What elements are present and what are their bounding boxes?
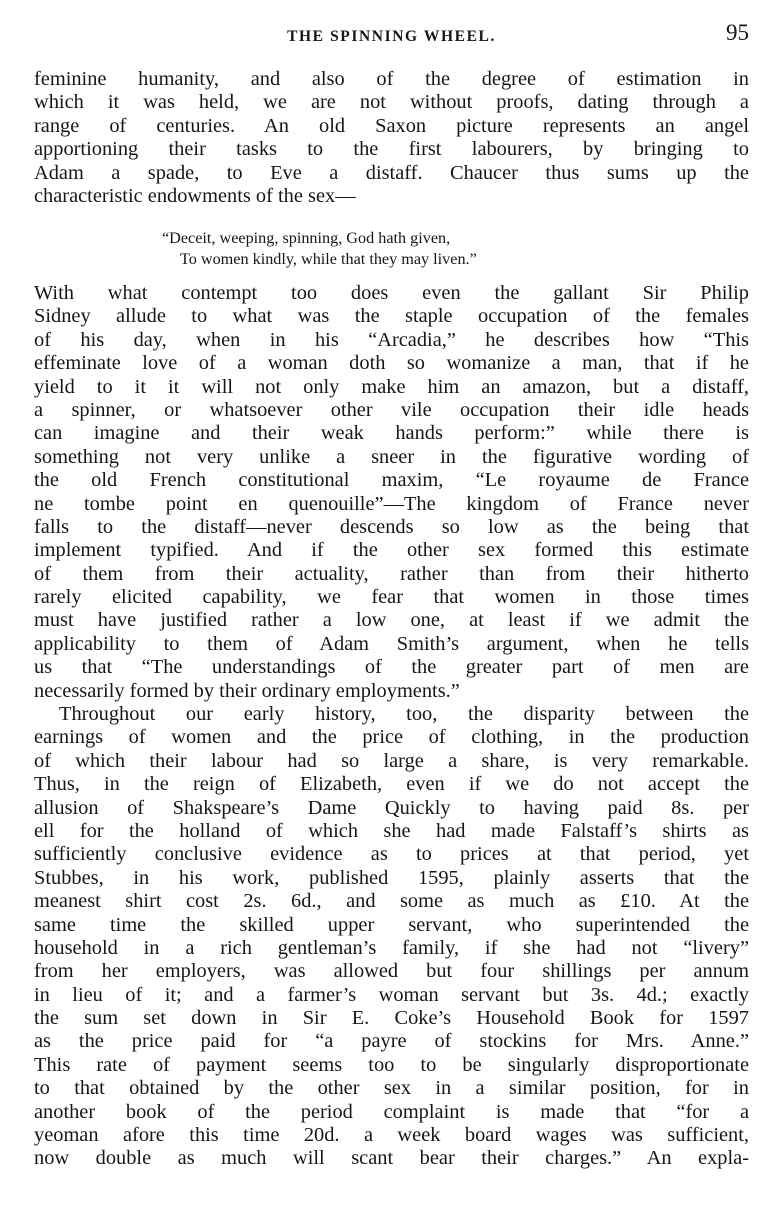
text-line: necessarily formed by their ordinary employments.” (34, 679, 460, 702)
paragraph-3 (34, 703, 749, 1171)
text-line: in lieu of it; and a farmer’s woman servant but 3s. 4d.; exactly (34, 983, 749, 1006)
text-line: Throughout our early history, too, the disparity between the (59, 703, 749, 725)
text-line: of which their labour had so large a share, is very remarkable. (34, 749, 749, 772)
text-line: the old French constitutional maxim, “Le royaume de France (34, 469, 749, 492)
text-line: This rate of payment seems too to be singularly disproportionate (34, 1053, 749, 1076)
verse-line: “Deceit, weeping, spinning, God hath given, (162, 229, 451, 247)
running-title: THE SPINNING WHEEL. (287, 28, 496, 45)
text-line: as the price paid for “a payre of stockins for Mrs. Anne.” (34, 1030, 749, 1053)
text-line: falls to the distaff—never descends so low as the being that (34, 515, 749, 538)
text-line: must have justified rather a low one, at least if we admit the (34, 609, 749, 632)
text-line: Stubbes, in his work, published 1595, plainly asserts that the (34, 866, 749, 889)
text-line: applicability to them of Adam Smith’s argument, when he tells (34, 632, 749, 655)
text-line: same time the skilled upper servant, who superintended the (34, 913, 749, 936)
verse-line: To women kindly, while that they may liven.” (180, 249, 477, 268)
text-line: With what contempt too does even the gallant Sir Philip (34, 282, 749, 304)
page-number: 95 (726, 20, 749, 45)
text-line: yield to it it will not only make him an amazon, but a distaff, (34, 375, 749, 398)
text-line: Thus, in the reign of Elizabeth, even if we do not accept the (34, 773, 749, 796)
text-line: range of centuries. An old Saxon picture represents an angel (34, 114, 749, 137)
text-line: another book of the period complaint is made that “for a (34, 1100, 749, 1123)
text-line: from her employers, was allowed but four shillings per annum (34, 960, 749, 983)
paragraph-2 (34, 282, 749, 703)
text-line: of his day, when in his “Arcadia,” he describes how “This (34, 328, 749, 351)
text-line: implement typified. And if the other sex formed this estimate (34, 539, 749, 562)
text-line: to that obtained by the other sex in a similar position, for in (34, 1077, 749, 1100)
text-line: rarely elicited capability, we fear that women in those times (34, 586, 749, 609)
text-line: characteristic endowments of the sex— (34, 184, 356, 207)
text-line: feminine humanity, and also of the degree of estimation in (34, 68, 749, 90)
chaucer-verse-quote (162, 228, 632, 269)
text-line: effeminate love of a woman doth so womanize a man, that if he (34, 352, 749, 375)
paragraph-1 (34, 68, 749, 208)
text-line: apportioning their tasks to the first labourers, by bringing to (34, 138, 749, 161)
text-line: which it was held, we are not without proofs, dating through a (34, 91, 749, 114)
text-line: meanest shirt cost 2s. 6d., and some as much as £10. At the (34, 890, 749, 913)
text-line: of them from their actuality, rather than from their hitherto (34, 562, 749, 585)
text-line: ell for the holland of which she had made Falstaff’s shirts as (34, 819, 749, 842)
text-line: Adam a spade, to Eve a distaff. Chaucer thus sums up the (34, 161, 749, 184)
text-line: us that “The understandings of the greater part of men are (34, 656, 749, 679)
text-line: allusion of Shakspeare’s Dame Quickly to having paid 8s. per (34, 796, 749, 819)
text-line: household in a rich gentleman’s family, if she had not “livery” (34, 936, 749, 959)
page-header (34, 20, 749, 50)
text-line: now double as much will scant bear their charges.” An expla- (34, 1147, 749, 1170)
text-line: yeoman afore this time 20d. a week board wages was sufficient, (34, 1124, 749, 1147)
text-line: something not very unlike a sneer in the figurative wording of (34, 445, 749, 468)
text-line: earnings of women and the price of clothing, in the production (34, 726, 749, 749)
text-line: ne tombe point en quenouille”—The kingdom of France never (34, 492, 749, 515)
text-line: sufficiently conclusive evidence as to prices at that period, yet (34, 843, 749, 866)
text-line: the sum set down in Sir E. Coke’s Household Book for 1597 (34, 1007, 749, 1030)
text-line: a spinner, or whatsoever other vile occupation their idle heads (34, 398, 749, 421)
text-line: can imagine and their weak hands perform:” while there is (34, 422, 749, 445)
text-line: Sidney allude to what was the staple occupation of the females (34, 305, 749, 328)
